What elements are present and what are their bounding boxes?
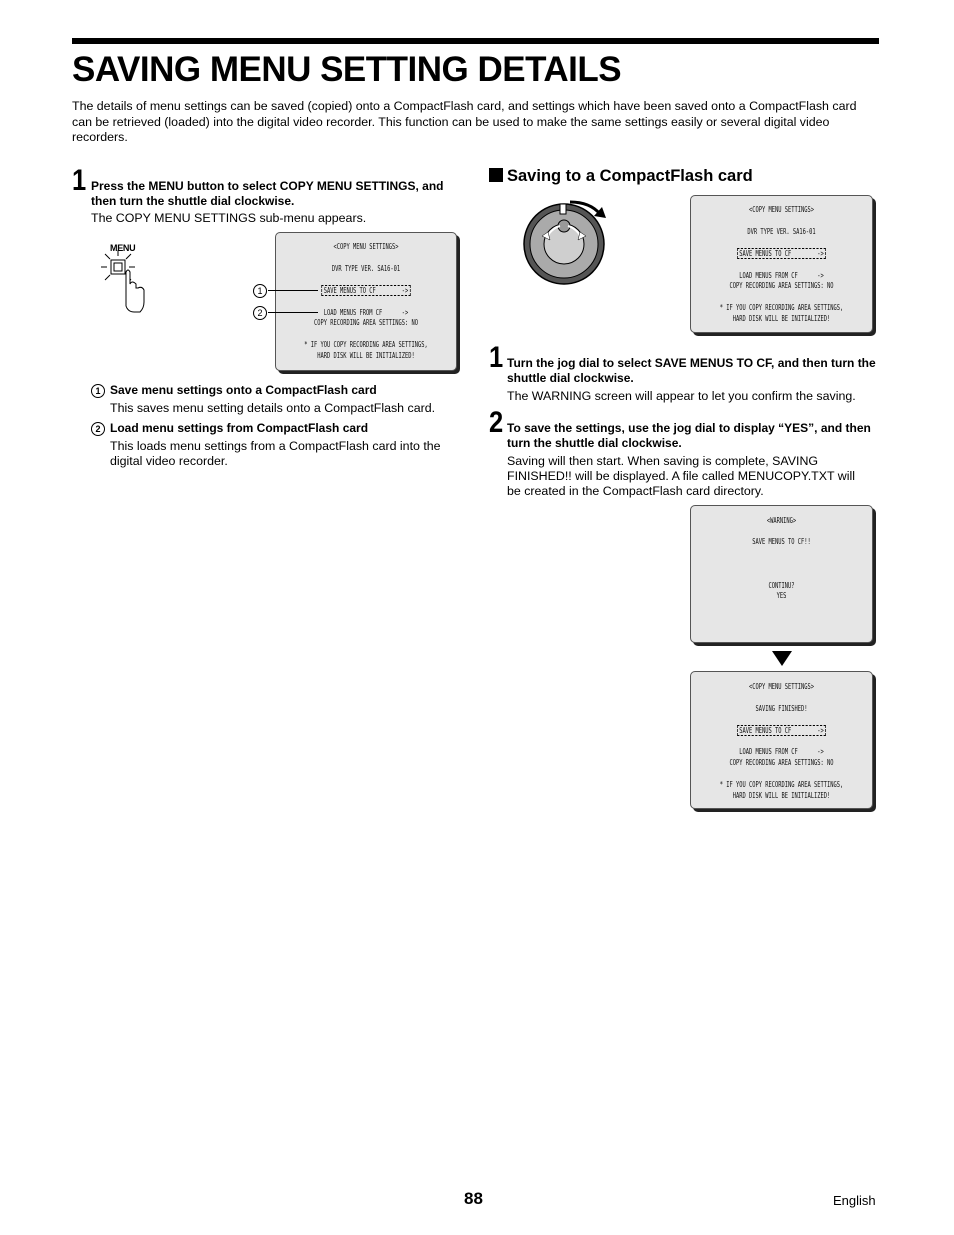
screen-line: <COPY MENU SETTINGS>: [748, 682, 815, 691]
item-1-text: This saves menu setting details onto a CompactFlash card.: [110, 401, 436, 415]
item-2-text: This loads menu settings from a CompactFlash card into the digital video recorder.: [110, 439, 441, 468]
menu-button-press-icon: [100, 250, 150, 315]
left-step-1-text: The COPY MENU SETTINGS sub-menu appears.: [91, 211, 367, 225]
screen-line: COPY RECORDING AREA SETTINGS: NO: [729, 281, 834, 290]
language-label: English: [833, 1193, 876, 1208]
screen-line: <COPY MENU SETTINGS>: [333, 242, 399, 251]
section-heading-text: Saving to a CompactFlash card: [507, 167, 753, 185]
item-1-title-text: Save menu settings onto a CompactFlash card: [110, 383, 377, 397]
screen-line: HARD DISK WILL BE INITIALIZED!: [732, 314, 831, 323]
screen-line: LOAD MENUS FROM CF ->: [323, 308, 409, 317]
screen-line: * IF YOU COPY RECORDING AREA SETTINGS,: [719, 780, 844, 789]
right-step-1-heading: Turn the jog dial to select SAVE MENUS TO CF, and then turn the shuttle dial clockwise.: [507, 356, 876, 385]
screen-line: YES: [776, 591, 787, 600]
item-2-number: 2: [91, 422, 105, 436]
section-heading: [489, 166, 753, 186]
screen-line: <COPY MENU SETTINGS>: [748, 205, 815, 214]
right-step-1-text: The WARNING screen will appear to let you confirm the saving.: [507, 389, 856, 403]
item-2-title-text: Load menu settings from CompactFlash card: [110, 421, 369, 435]
menu-button-label: MENU: [110, 243, 136, 253]
copy-menu-settings-screen-right: [690, 195, 873, 333]
right-step-2-heading: To save the settings, use the jog dial to display “YES”, and then turn the shuttle dial clockwise.: [507, 421, 871, 450]
screen-line: * IF YOU COPY RECORDING AREA SETTINGS,: [304, 340, 428, 349]
callout-2-line: [268, 312, 318, 313]
intro-paragraph: The details of menu settings can be saved (copied) onto a CompactFlash card, and settings which have been saved onto a CompactFlash card can be retrieved (loaded) into the digital video recorder. This function can be used to make the same settings easily or several digital video recorders.: [72, 99, 857, 144]
screen-line: SAVE MENUS TO CF!!: [752, 537, 811, 546]
heading-square-icon: [489, 168, 503, 182]
screen-line-highlighted: SAVE MENUS TO CF ->: [739, 249, 824, 258]
copy-menu-settings-screen: [275, 232, 457, 371]
screen-line: DVR TYPE VER. SA16-01: [747, 227, 816, 236]
callout-1-line: [268, 290, 318, 291]
down-arrow-icon: [771, 650, 793, 668]
callout-1: 1: [253, 284, 267, 298]
item-1-title: [91, 383, 377, 398]
right-step-1-number: 1: [489, 341, 504, 374]
screen-line: LOAD MENUS FROM CF ->: [739, 271, 824, 280]
screen-line: * IF YOU COPY RECORDING AREA SETTINGS,: [719, 303, 844, 312]
left-step-1-heading: Press the MENU button to select COPY MENU SETTINGS, and then turn the shuttle dial clockwise.: [91, 179, 444, 208]
item-1-number: 1: [91, 384, 105, 398]
screen-line: CONTINU?: [768, 581, 795, 590]
item-2-title: [91, 421, 368, 436]
right-step-2-number: 2: [489, 406, 504, 439]
warning-screen: [690, 505, 873, 643]
screen-line: COPY RECORDING AREA SETTINGS: NO: [729, 758, 834, 767]
screen-line: COPY RECORDING AREA SETTINGS: NO: [313, 318, 419, 327]
page-title: SAVING MENU SETTING DETAILS: [72, 50, 622, 89]
screen-line: <WARNING>: [766, 516, 797, 525]
callout-2: 2: [253, 306, 267, 320]
screen-line: HARD DISK WILL BE INITIALIZED!: [732, 791, 831, 800]
screen-line: LOAD MENUS FROM CF ->: [739, 747, 824, 756]
screen-line: HARD DISK WILL BE INITIALIZED!: [317, 351, 415, 360]
page-number: 88: [464, 1189, 483, 1208]
left-step-1-number: 1: [72, 164, 87, 197]
header-rule: [72, 38, 879, 44]
right-step-2-text: Saving will then start. When saving is complete, SAVING FINISHED!! will be displayed. A file called MENUCOPY.TXT will be created in the CompactFlash card directory.: [507, 454, 855, 498]
screen-line-highlighted: SAVE MENUS TO CF ->: [323, 286, 409, 295]
saving-finished-screen: [690, 671, 873, 809]
jog-shuttle-dial-icon: [522, 196, 612, 288]
screen-line-highlighted: SAVE MENUS TO CF ->: [739, 726, 824, 735]
screen-line: DVR TYPE VER. SA16-01: [331, 264, 401, 273]
screen-line: SAVING FINISHED!: [755, 704, 808, 713]
